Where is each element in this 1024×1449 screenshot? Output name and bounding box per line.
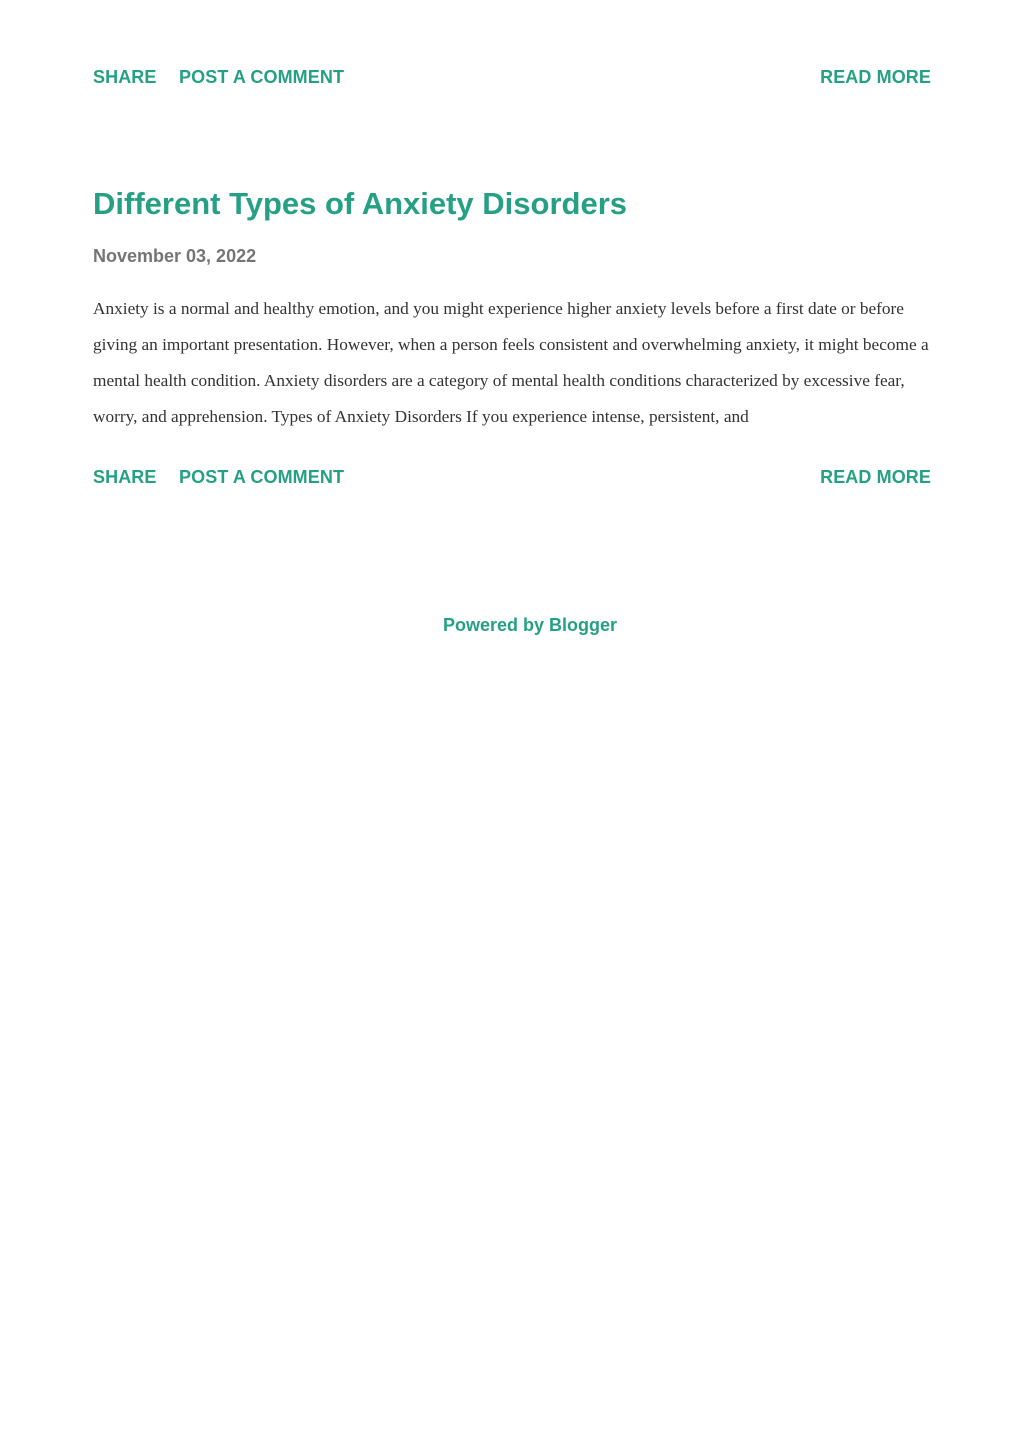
share-button[interactable]: SHARE — [93, 467, 157, 487]
post-snippet: Anxiety is a normal and healthy emotion, and you might experience higher anxiety levels before a first date or before giving an important presentation. However, when a person feels consistent and overwhelming anxiety, it might become a mental health condition. Anxiety disorders are a category of mental health conditions characterized by excessive fear, worry, and apprehension. Types of Anxiety Disorders If you experience intense, persistent, and — [93, 299, 929, 426]
post-a-comment-link[interactable]: POST A COMMENT — [179, 67, 345, 87]
read-more-link[interactable]: READ MORE — [820, 67, 931, 87]
read-more-link[interactable]: READ MORE — [820, 467, 931, 487]
post-title[interactable]: Different Types of Anxiety Disorders — [93, 186, 628, 221]
share-button[interactable]: SHARE — [93, 67, 157, 87]
post-a-comment-link[interactable]: POST A COMMENT — [179, 467, 345, 487]
post-date: November 03, 2022 — [93, 246, 257, 266]
previous-post-actions — [93, 65, 931, 89]
post-actions — [93, 465, 931, 489]
powered-by-blogger-link[interactable]: Powered by Blogger — [442, 615, 618, 635]
